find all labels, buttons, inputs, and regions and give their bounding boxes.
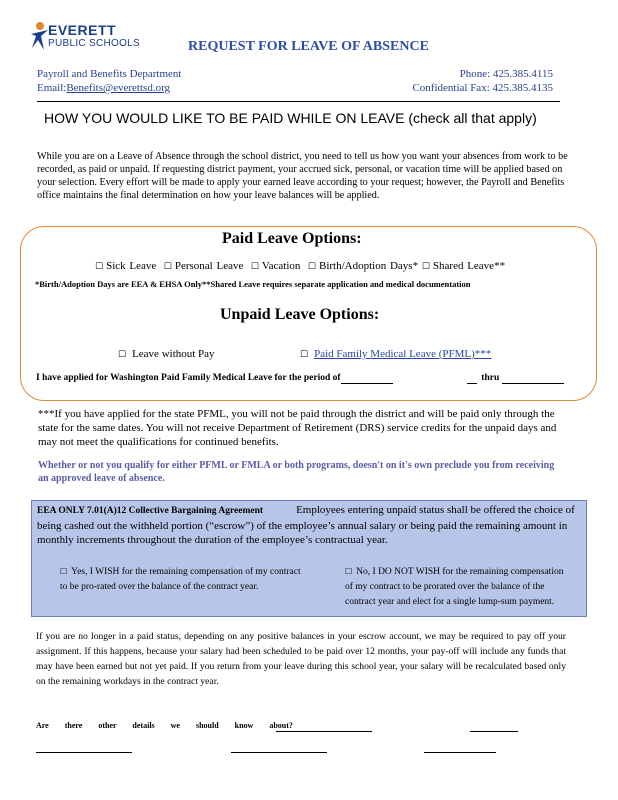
eea-no-option[interactable]: ☐ No, I DO NOT WISH for the remaining compensation of my contract to be prorated over the balance of the contract year and elect for a single lump-sum payment. — [345, 567, 564, 607]
header-divider — [37, 101, 560, 102]
fax-number: Confidential Fax: 425.385.4135 — [412, 82, 553, 94]
details-prompt: Are there other details we should know about? — [36, 721, 293, 730]
checkbox-icon[interactable]: ☐ — [307, 262, 316, 272]
eea-yes-option[interactable]: ☐ Yes, I WISH for the remaining compensation of my contract to be pro-rated over the balance of the contract year. — [60, 567, 301, 592]
intro-paragraph: While you are on a Leave of Absence through the school district, you need to tell us how you want your absences from work to be recorded, as paid or unpaid. If requesting district payment, your accrued sick, personal, or vacation time will be applied based on your selection. Every effort will be made to apply your earned leave according to your request; however, the Payroll and Benefits office maintains the final determination on how your leave balances will be applied. — [37, 151, 568, 201]
checkbox-icon[interactable]: ☐ — [250, 262, 259, 272]
details-line-1[interactable] — [276, 731, 372, 732]
paid-leave-title: Paid Leave Options: — [222, 230, 362, 247]
checkbox-icon[interactable]: ☐ — [421, 262, 430, 272]
checkbox-icon[interactable]: ☐ — [95, 262, 104, 272]
eea-heading: EEA ONLY 7.01(A)12 Collective Bargaining Agreement — [37, 506, 264, 516]
checkbox-icon[interactable]: ☐ — [60, 567, 68, 576]
details-line-3[interactable] — [36, 752, 132, 753]
email-link[interactable]: Benefits@everettsd.org — [66, 82, 171, 94]
unpaid-option-pfml[interactable]: ☐ Paid Family Medical Leave (PFML)*** — [300, 348, 492, 360]
pfml-end-date-field[interactable] — [502, 373, 564, 384]
pfml-note: ***If you have applied for the state PFML, you will not be paid through the district and will be paid only through the state for the same dates. You will not receive Department of Retirement (DRS) service credits for the unpaid days and may not meet the qualifications for continued benefits. — [38, 408, 557, 448]
paid-option-personal[interactable]: ☐ Personal Leave — [163, 260, 244, 272]
details-line-4[interactable] — [231, 752, 327, 753]
checkbox-icon[interactable]: ☐ — [118, 350, 127, 360]
qualify-note: Whether or not you qualify for either PFML or FMLA or both programs, doesn't on it's own preclude you from receiving an approved leave of absence. — [38, 460, 555, 484]
everett-logo-icon — [28, 20, 50, 54]
paid-leave-note: *Birth/Adoption Days are EEA & EHSA Only**Shared Leave requires separate application and medical documentation — [35, 279, 471, 289]
section-heading: HOW YOU WOULD LIKE TO BE PAID WHILE ON LEAVE (check all that apply) — [44, 110, 537, 126]
paid-option-sick[interactable]: ☐ Sick Leave — [95, 260, 157, 272]
department-name: Payroll and Benefits Department — [37, 68, 182, 80]
paid-option-birth-adoption[interactable]: ☐ Birth/Adoption Days* — [307, 260, 419, 272]
checkbox-icon[interactable]: ☐ — [300, 350, 309, 360]
eea-text — [37, 503, 582, 548]
logo-text-everett: EVERETT — [48, 22, 117, 38]
pfml-period-line: I have applied for Washington Paid Family Medical Leave for the period of thru — [36, 373, 564, 384]
unpaid-option-without-pay[interactable]: ☐ Leave without Pay — [118, 348, 215, 360]
logo-text-public-schools: PUBLIC SCHOOLS — [48, 38, 141, 49]
checkbox-icon[interactable]: ☐ — [163, 262, 172, 272]
pfml-start-date-field[interactable] — [341, 373, 393, 384]
details-line-2[interactable] — [470, 731, 518, 732]
eea-body: Employees entering unpaid status shall be offered the choice of being cashed out the withheld portion (“escrow”) of the employee’s annual salary or being paid the remaining amount in monthly increments throughout the duration of the employee’s contractual year. — [37, 504, 575, 546]
details-line-5[interactable] — [424, 752, 496, 753]
checkbox-icon[interactable]: ☐ — [345, 567, 353, 576]
unpaid-leave-title: Unpaid Leave Options: — [220, 306, 380, 323]
escrow-note: If you are no longer in a paid status, depending on any positive balances in your escrow account, we may be required to pay off your assignment. If this happens, because your salary had been scheduled to be paid over 12 months, your pay-off will include any funds that may have been earned but not yet paid. If you return from your leave during this school year, your salary will be recalculated based only on the remaining workdays in the contract year. — [36, 631, 566, 687]
email-label: Email: — [37, 82, 67, 94]
paid-leave-options — [95, 260, 505, 272]
page-title: REQUEST FOR LEAVE OF ABSENCE — [188, 39, 429, 54]
paid-option-shared[interactable]: ☐ Shared Leave** — [421, 260, 506, 272]
paid-option-vacation[interactable]: ☐ Vacation — [250, 260, 301, 272]
email-line — [37, 82, 170, 94]
phone-number: Phone: 425.385.4115 — [459, 68, 553, 80]
pfml-mid-field[interactable] — [467, 373, 477, 384]
